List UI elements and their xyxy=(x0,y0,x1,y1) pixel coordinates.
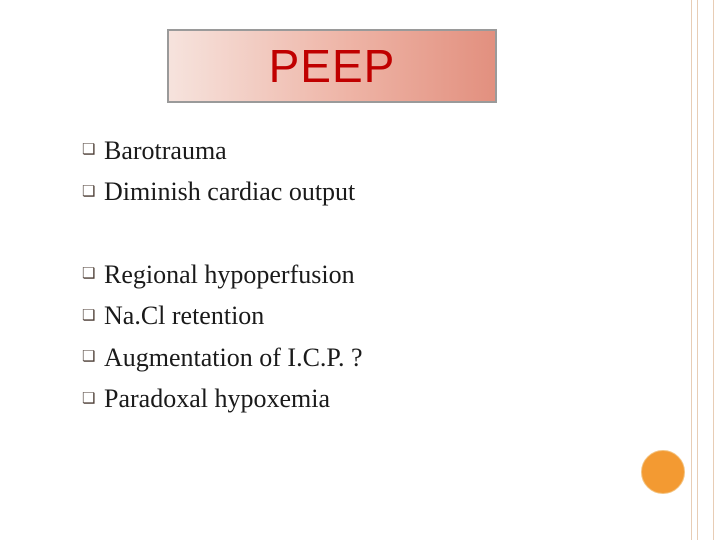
bullet-item xyxy=(82,172,363,214)
bullet-item xyxy=(82,254,363,296)
hollow-square-bullet-icon: ❏ xyxy=(82,390,96,407)
slide-title: PEEP xyxy=(268,40,396,92)
bullet-text: Barotrauma xyxy=(104,135,227,165)
hollow-square-bullet-icon: ❏ xyxy=(82,142,96,159)
decorative-rail xyxy=(697,0,698,540)
bullet-text: Diminish cardiac output xyxy=(104,177,356,207)
hollow-square-bullet-icon: ❏ xyxy=(82,266,96,283)
bullet-item xyxy=(82,130,363,172)
hollow-square-bullet-icon: ❏ xyxy=(82,183,96,200)
decorative-rail xyxy=(713,0,714,540)
bullet-text: Augmentation of I.C.P. ? xyxy=(104,342,363,372)
bullet-item xyxy=(82,379,363,421)
bullet-item xyxy=(82,337,363,379)
bullet-list xyxy=(82,130,363,420)
bullet-text: Regional hypoperfusion xyxy=(104,259,355,289)
bullet-item xyxy=(82,296,363,338)
decorative-circle xyxy=(641,450,685,494)
bullet-text: Paradoxal hypoxemia xyxy=(104,384,330,414)
title-box xyxy=(167,29,497,103)
decorative-rail xyxy=(691,0,692,540)
bullet-text: Na.Cl retention xyxy=(104,301,265,331)
hollow-square-bullet-icon: ❏ xyxy=(82,349,96,366)
hollow-square-bullet-icon: ❏ xyxy=(82,307,96,324)
